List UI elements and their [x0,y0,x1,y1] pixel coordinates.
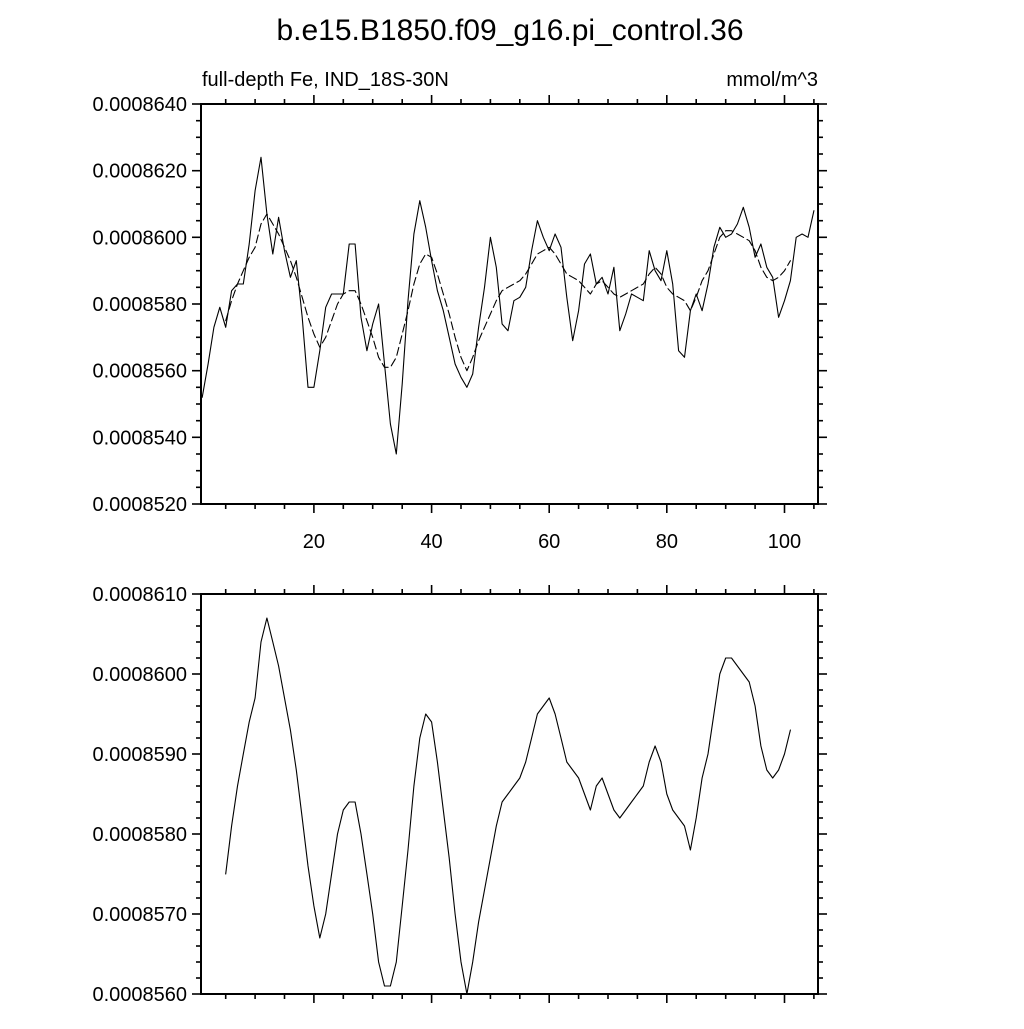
y-tick-label: 0.0008560 [92,360,187,383]
x-tick-label: 60 [538,531,561,553]
y-tick-label: 0.0008540 [92,427,187,450]
series-line-annual-mean [202,157,814,454]
axes-frame [201,594,818,994]
series-line-running-mean [226,618,791,994]
units-label: mmol/m^3 [726,69,818,91]
x-tick-label: 100 [767,531,802,553]
axes-frame [201,104,818,504]
y-tick-label: 0.0008620 [92,160,187,183]
y-tick-label: 0.0008520 [92,494,187,516]
y-tick-label: 0.0008600 [92,664,187,686]
y-tick-label: 0.0008610 [92,584,187,606]
y-tick-label: 0.0008590 [92,744,187,766]
x-tick-label: 20 [302,531,326,553]
x-tick-label: 80 [655,531,678,553]
top-panel [92,94,827,553]
y-tick-label: 0.0008600 [92,227,187,250]
y-tick-label: 0.0008560 [92,984,187,1006]
x-tick-label: 40 [420,531,443,553]
chart-title: b.e15.B1850.f09_g16.pi_control.36 [276,14,744,47]
y-tick-label: 0.0008580 [92,824,187,846]
bottom-panel [92,584,827,1006]
y-tick-label: 0.0008640 [92,94,187,116]
y-tick-label: 0.0008570 [92,904,187,926]
panel-subtitle-left: full-depth Fe, IND_18S-30N [202,69,449,91]
y-tick-label: 0.0008580 [92,294,187,316]
